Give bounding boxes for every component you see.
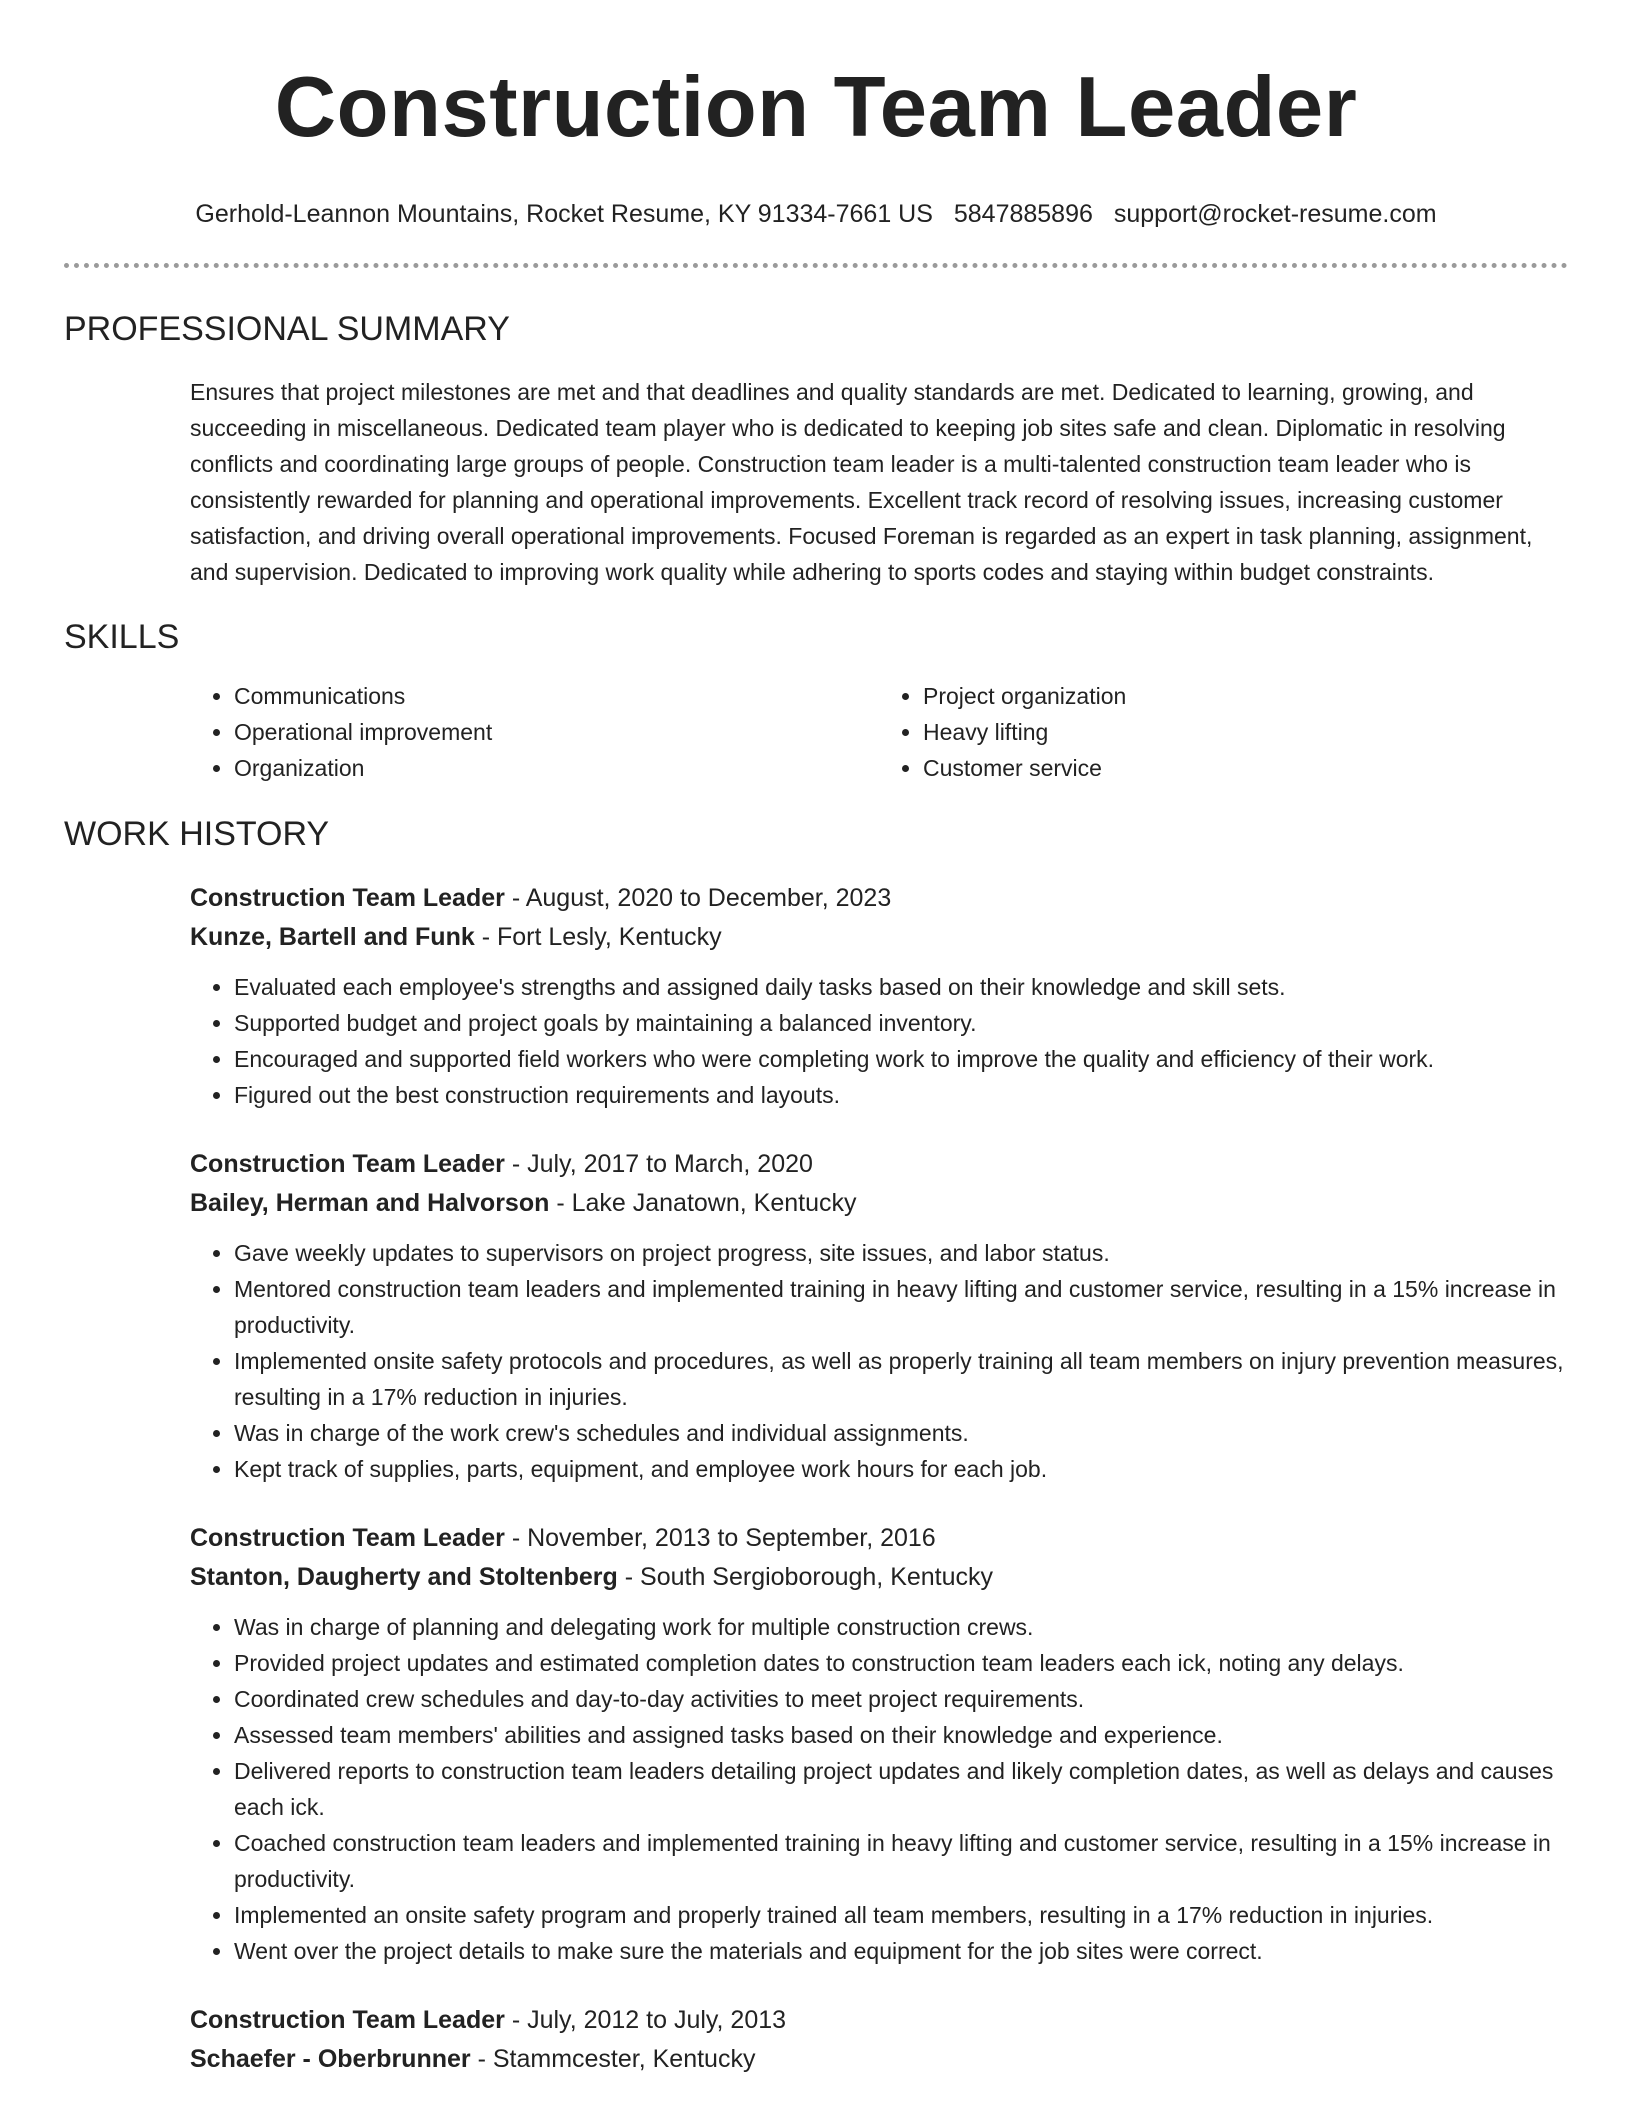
header-divider [64, 263, 1568, 268]
job-dates: - July, 2017 to March, 2020 [504, 1150, 813, 1178]
skill-item: • Communications [234, 678, 879, 714]
job-location: - Stammcester, Kentucky [470, 2045, 756, 2073]
job-location: - Lake Janatown, Kentucky [549, 1189, 857, 1217]
job-bullet: • Coached construction team leaders and implemented training in heavy lifting and customer service, resulting in a 15% increase in productivity. [234, 1825, 1568, 1897]
skill-item: • Operational improvement [234, 714, 879, 750]
job-entry [190, 2001, 1568, 2079]
skill-item: • Project organization [923, 678, 1568, 714]
job-company: Bailey, Herman and Halvorson [190, 1189, 550, 1217]
job-bullet: • Provided project updates and estimated completion dates to construction team leaders each ick, noting any delays. [234, 1645, 1568, 1681]
job-bullet: • Mentored construction team leaders and implemented training in heavy lifting and customer service, resulting in a 15% increase in productivity. [234, 1271, 1568, 1343]
job-bullet: • Was in charge of planning and delegating work for multiple construction crews. [234, 1609, 1568, 1645]
job-bullet: • Figured out the best construction requirements and layouts. [234, 1077, 1568, 1113]
skills-column-left [190, 678, 879, 786]
contact-line [64, 198, 1568, 230]
resume-title: Construction Team Leader [274, 60, 1358, 155]
job-company-line [190, 1558, 1568, 1597]
job-bullets [190, 969, 1568, 1113]
job-bullet: • Supported budget and project goals by maintaining a balanced inventory. [234, 1005, 1568, 1041]
job-entry [190, 1519, 1568, 1969]
skill-item: • Heavy lifting [923, 714, 1568, 750]
job-bullet: • Gave weekly updates to supervisors on project progress, site issues, and labor status. [234, 1235, 1568, 1271]
work-history-heading: WORK HISTORY [64, 815, 330, 853]
job-bullets [190, 1235, 1568, 1487]
job-company: Stanton, Daugherty and Stoltenberg [190, 1563, 618, 1591]
job-location: - South Sergioborough, Kentucky [617, 1563, 994, 1591]
job-title: Construction Team Leader [190, 1524, 505, 1552]
job-title-line [190, 879, 1568, 918]
job-location: - Fort Lesly, Kentucky [474, 923, 722, 951]
job-title: Construction Team Leader [190, 2006, 505, 2034]
job-dates: - November, 2013 to September, 2016 [504, 1524, 936, 1552]
skills-column-right [879, 678, 1568, 786]
job-bullet: • Assessed team members' abilities and assigned tasks based on their knowledge and experience. [234, 1717, 1568, 1753]
job-bullet: • Was in charge of the work crew's schedules and individual assignments. [234, 1415, 1568, 1451]
job-company-line [190, 918, 1568, 957]
job-bullet: • Kept track of supplies, parts, equipment, and employee work hours for each job. [234, 1451, 1568, 1487]
contact-phone: 5847885896 [953, 200, 1093, 228]
job-title-line [190, 1145, 1568, 1184]
job-entry [190, 879, 1568, 1113]
skill-item: • Customer service [923, 750, 1568, 786]
skills-heading: SKILLS [64, 618, 180, 656]
job-title: Construction Team Leader [190, 884, 505, 912]
job-company: Schaefer - Oberbrunner [190, 2045, 471, 2073]
job-bullet: • Encouraged and supported field workers who were completing work to improve the quality and efficiency of their work. [234, 1041, 1568, 1077]
job-bullet: • Went over the project details to make sure the materials and equipment for the job sites were correct. [234, 1933, 1568, 1969]
job-bullets [190, 1609, 1568, 1969]
job-company-line [190, 2040, 1568, 2079]
job-dates: - August, 2020 to December, 2023 [504, 884, 892, 912]
summary-heading: PROFESSIONAL SUMMARY [64, 310, 510, 348]
summary-text: Ensures that project milestones are met and that deadlines and quality standards are met. Dedicated to learning, growing, and succeeding in miscellaneous. Dedicated team player who is dedicated to keeping job sites safe and clean. Diplomatic in resolving conflicts and coordinating large groups of people. Construction team leader is a multi-talented construction team leader who is consistently rewarded for planning and operational improvements. Excellent track record of resolving issues, increasing customer satisfaction, and driving overall operational improvements. Focused Foreman is regarded as an expert in task planning, assignment, and supervision. Dedicated to improving work quality while adhering to sports codes and staying within budget constraints. [190, 379, 1533, 585]
job-bullet: • Implemented onsite safety protocols and procedures, as well as properly training all team members on injury prevention measures, resulting in a 17% reduction in injuries. [234, 1343, 1568, 1415]
job-entry [190, 1145, 1568, 1487]
job-bullet: • Evaluated each employee's strengths and assigned daily tasks based on their knowledge and skill sets. [234, 969, 1568, 1005]
skills-list [64, 678, 1568, 786]
contact-email: support@rocket-resume.com [1113, 200, 1437, 228]
job-title-line [190, 2001, 1568, 2040]
job-bullet: • Implemented an onsite safety program and properly trained all team members, resulting in a 17% reduction in injuries. [234, 1897, 1568, 1933]
job-company-line [190, 1184, 1568, 1223]
job-company: Kunze, Bartell and Funk [190, 923, 475, 951]
job-bullet: • Coordinated crew schedules and day-to-day activities to meet project requirements. [234, 1681, 1568, 1717]
job-dates: - July, 2012 to July, 2013 [504, 2006, 787, 2034]
job-bullet: • Delivered reports to construction team leaders detailing project updates and likely completion dates, as well as delays and causes each ick. [234, 1753, 1568, 1825]
job-title-line [190, 1519, 1568, 1558]
skill-item: • Organization [234, 750, 879, 786]
job-title: Construction Team Leader [190, 1150, 505, 1178]
contact-address: Gerhold-Leannon Mountains, Rocket Resume, KY 91334-7661 US [195, 200, 933, 228]
